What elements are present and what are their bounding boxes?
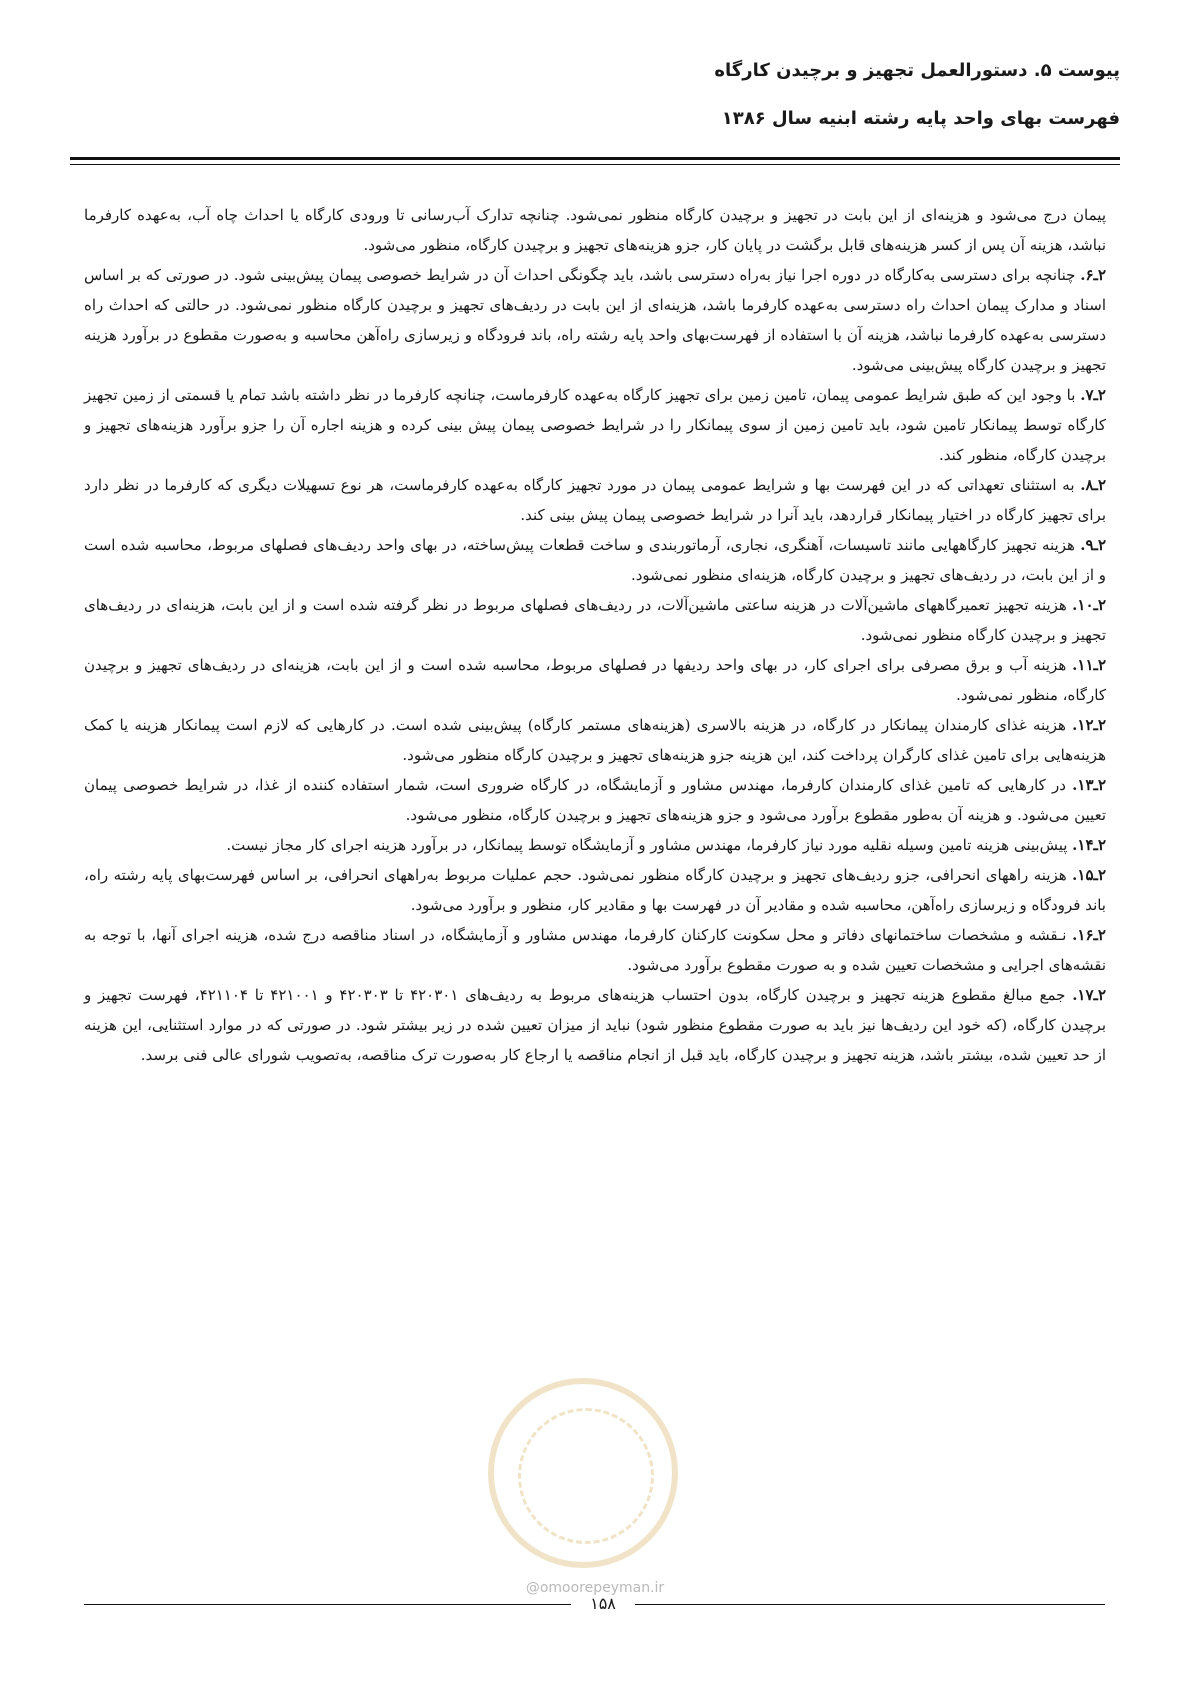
paragraph-number: ۲ـ۱۵. <box>1072 866 1106 884</box>
page-header <box>70 58 1120 132</box>
page-number: ۱۵۸ <box>590 1594 616 1613</box>
paragraph-text: هزینه راههای انحرافی، جزو ردیف‌های تجهیز و برچیدن کارگاه منظور نمی‌شود. حجم عملیات مربوط به‌راههای انحرافی، بر اساس فهرست‌بهای پایه رشته راه، باند فرودگاه و زیرسازی راه‌آهن، محاسبه شده و مقادیر آن در فهرست بها و مقادیر کار، منظور و برآورد می‌شود. <box>84 866 1106 914</box>
header-rule-thick <box>70 157 1120 160</box>
paragraph-number: ۲ـ۶. <box>1080 266 1106 284</box>
paragraph-number: ۲ـ۱۶. <box>1072 926 1106 944</box>
paragraph-number: ۲ـ۸. <box>1080 476 1106 494</box>
body-text <box>84 200 1106 1070</box>
paragraph-text: هزینه تجهیز تعمیرگاههای ماشین‌آلات در هزینه ساعتی ماشین‌آلات، در ردیف‌های فصلهای مربوط در نظر گرفته شده است و از این بابت، هزینه‌ای در ردیف‌های تجهیز و برچیدن کارگاه منظور نمی‌شود. <box>84 596 1106 644</box>
paragraph-number: ۲ـ۷. <box>1080 386 1106 404</box>
paragraph-number: ۲ـ۱۴. <box>1072 836 1106 854</box>
paragraph-2-12 <box>84 710 1106 770</box>
watermark-text: @omoorepeyman.ir <box>525 1580 665 1596</box>
header-rule-thin <box>70 164 1120 165</box>
paragraph-number: ۲ـ۱۷. <box>1072 986 1107 1004</box>
paragraph-2-13 <box>84 770 1106 830</box>
paragraph-2-16 <box>84 920 1106 980</box>
intro-paragraph: پیمان درج می‌شود و هزینه‌ای از این بابت در تجهیز و برچیدن کارگاه منظور نمی‌شود. چنانچه تدارک آب‌رسانی تا ورودی کارگاه یا احداث چاه آب، به‌عهده کارفرما نباشد، هزینه آن پس از کسر هزینه‌های قابل برگشت در پایان کار، جزو هزینه‌های تجهیز و برچیدن کارگاه، منظور می‌شود. <box>84 206 1106 254</box>
paragraph-2-14 <box>84 830 1106 860</box>
paragraph-number: ۲ـ۱۱. <box>1072 656 1106 674</box>
paragraph-text: هزینه غذای کارمندان پیمانکار در کارگاه، در هزینه بالاسری (هزینه‌های مستمر کارگاه) پیش‌بینی شده است. در کارهایی که لازم است پیمانکار هزینه یا کمک هزینه‌هایی برای تامین غذای کارگران پرداخت کند، این هزینه جزو هزینه‌های تجهیز و برچیدن کارگاه منظور می‌شود. <box>84 716 1106 764</box>
paragraph-number: ۲ـ۱۰. <box>1072 596 1106 614</box>
header-book-title: فهرست بهای واحد پایه رشته ابنیه سال ۱۳۸۶ <box>721 108 1120 129</box>
paragraph-text: نـقشه و مشخصات ساختمانهای دفاتر و محل سکونت کارکنان کارفرما، مهندس مشاور و آزمایشگاه، در اسناد مناقصه درج شده، هزینه اجرای آنها، با توجه به نقشه‌های اجرایی و مشخصات تعیین شده و به صورت مقطوع برآورد می‌شود. <box>84 926 1106 974</box>
watermark-seal-icon <box>488 1378 678 1568</box>
paragraph-number: ۲ـ۱۳. <box>1072 776 1106 794</box>
paragraph-2-10 <box>84 590 1106 650</box>
paragraph-text: به استثنای تعهداتی که در این فهرست بها و شرایط عمومی پیمان در مورد تجهیز کارگاه به‌عهده کارفرماست، هر نوع تسهیلات دیگری که کارفرما در نظر دارد برای تجهیز کارگاه در اختیار پیمانکار قراردهد، باید آنرا در شرایط خصوصی پیمان پیش بینی کند. <box>84 476 1106 524</box>
footer-rule-right <box>635 1604 1105 1605</box>
paragraph-text: پیش‌بینی هزینه تامین وسیله نقلیه مورد نیاز کارفرما، مهندس مشاور و آزمایشگاه توسط پیمانکار، در برآورد هزینه اجرای کار مجاز نیست. <box>226 836 1068 854</box>
paragraph-text: با وجود این که طبق شرایط عمومی پیمان، تامین زمین برای تجهیز کارگاه به‌عهده کارفرماست، چنانچه کارفرما در نظر داشته باشد تمام یا قسمتی از زمین تجهیز کارگاه توسط پیمانکار تامین شود، باید تامین زمین از سوی پیمانکار را در شرایط خصوصی پیمان پیش بینی کرده و هزینه اجاره آن را جزو برآورد هزینه‌های تجهیز و برچیدن کارگاه، منظور کند. <box>84 386 1106 464</box>
paragraph-text: هزینه تجهیز کارگاههایی مانند تاسیسات، آهنگری، نجاری، آرماتوربندی و ساخت قطعات پیش‌ساخته، در بهای واحد ردیف‌های فصلهای مربوط، محاسبه شده است و از این بابت، در ردیف‌های تجهیز و برچیدن کارگاه، هزینه‌ای منظور نمی‌شود. <box>84 536 1106 584</box>
paragraph-text: جمع مبالغ مقطوع هزینه تجهیز و برچیدن کارگاه، بدون احتساب هزینه‌های مربوط به ردیف‌های ۴۲۰۳۰۱ تا ۴۲۰۳۰۳ و ۴۲۱۰۰۱ تا ۴۲۱۱۰۴، فهرست تجهیز و برچیدن کارگاه، (که خود این ردیف‌ها نیز باید به صورت مقطوع منظور شود) نباید از میزان تعیین شده در زیر بیشتر شود. در صورتی که در موارد استثنایی، این هزینه از حد تعیین شده، بیشتر باشد، هزینه تجهیز و برچیدن کارگاه، باید قبل از انجام مناقصه یا ارجاع کار به‌صورت ترک مناقصه، به‌تصویب شورای عالی فنی برسد. <box>84 986 1106 1064</box>
paragraph-text: هزینه آب و برق مصرفی برای اجرای کار، در بهای واحد ردیفها در فصلهای مربوط، محاسبه شده است و از این بابت، هزینه‌ای در ردیف‌های تجهیز و برچیدن کارگاه، منظور نمی‌شود. <box>84 656 1106 704</box>
header-chapter-title: پیوست ۵. دستورالعمل تجهیز و برچیدن کارگاه <box>714 60 1120 81</box>
paragraph-2-17 <box>84 980 1106 1070</box>
paragraph-text: در کارهایی که تامین غذای کارمندان کارفرما، مهندس مشاور و آزمایشگاه، در کارگاه ضروری است، شمار استفاده کننده از غذا، در شرایط خصوصی پیمان تعیین می‌شود. و هزینه آن به‌طور مقطوع برآورد می‌شود و جزو هزینه‌های تجهیز و برچیدن کارگاه، منظور می‌شود. <box>84 776 1106 824</box>
paragraph-2-8 <box>84 470 1106 530</box>
paragraph-2-7 <box>84 380 1106 470</box>
paragraph-number: ۲ـ۱۲. <box>1072 716 1106 734</box>
footer-rule-left <box>84 1604 571 1605</box>
paragraph-2-11 <box>84 650 1106 710</box>
paragraph-number: ۲ـ۹. <box>1080 536 1106 554</box>
paragraph-2-9 <box>84 530 1106 590</box>
paragraph-2-6 <box>84 260 1106 380</box>
paragraph-text: چنانچه برای دسترسی به‌کارگاه در دوره اجرا نیاز به‌راه دسترسی باشد، باید چگونگی احداث آن در شرایط خصوصی پیمان پیش‌بینی شود. در صورتی که بر اساس اسناد و مدارک پیمان احداث راه دسترسی به‌عهده کارفرما باشد، هزینه‌ای از این بابت در ردیف‌های تجهیز و برچیدن کارگاه منظور نمی‌شود. در حالتی که احداث راه دسترسی به‌عهده کارفرما نباشد، هزینه آن با استفاده از فهرست‌بهای واحد پایه رشته راه، باند فرودگاه و زیرسازی راه‌آهن محاسبه و به‌صورت مقطوع در برآورد هزینه تجهیز و برچیدن کارگاه پیش‌بینی می‌شود. <box>84 266 1106 374</box>
paragraph-2-15 <box>84 860 1106 920</box>
